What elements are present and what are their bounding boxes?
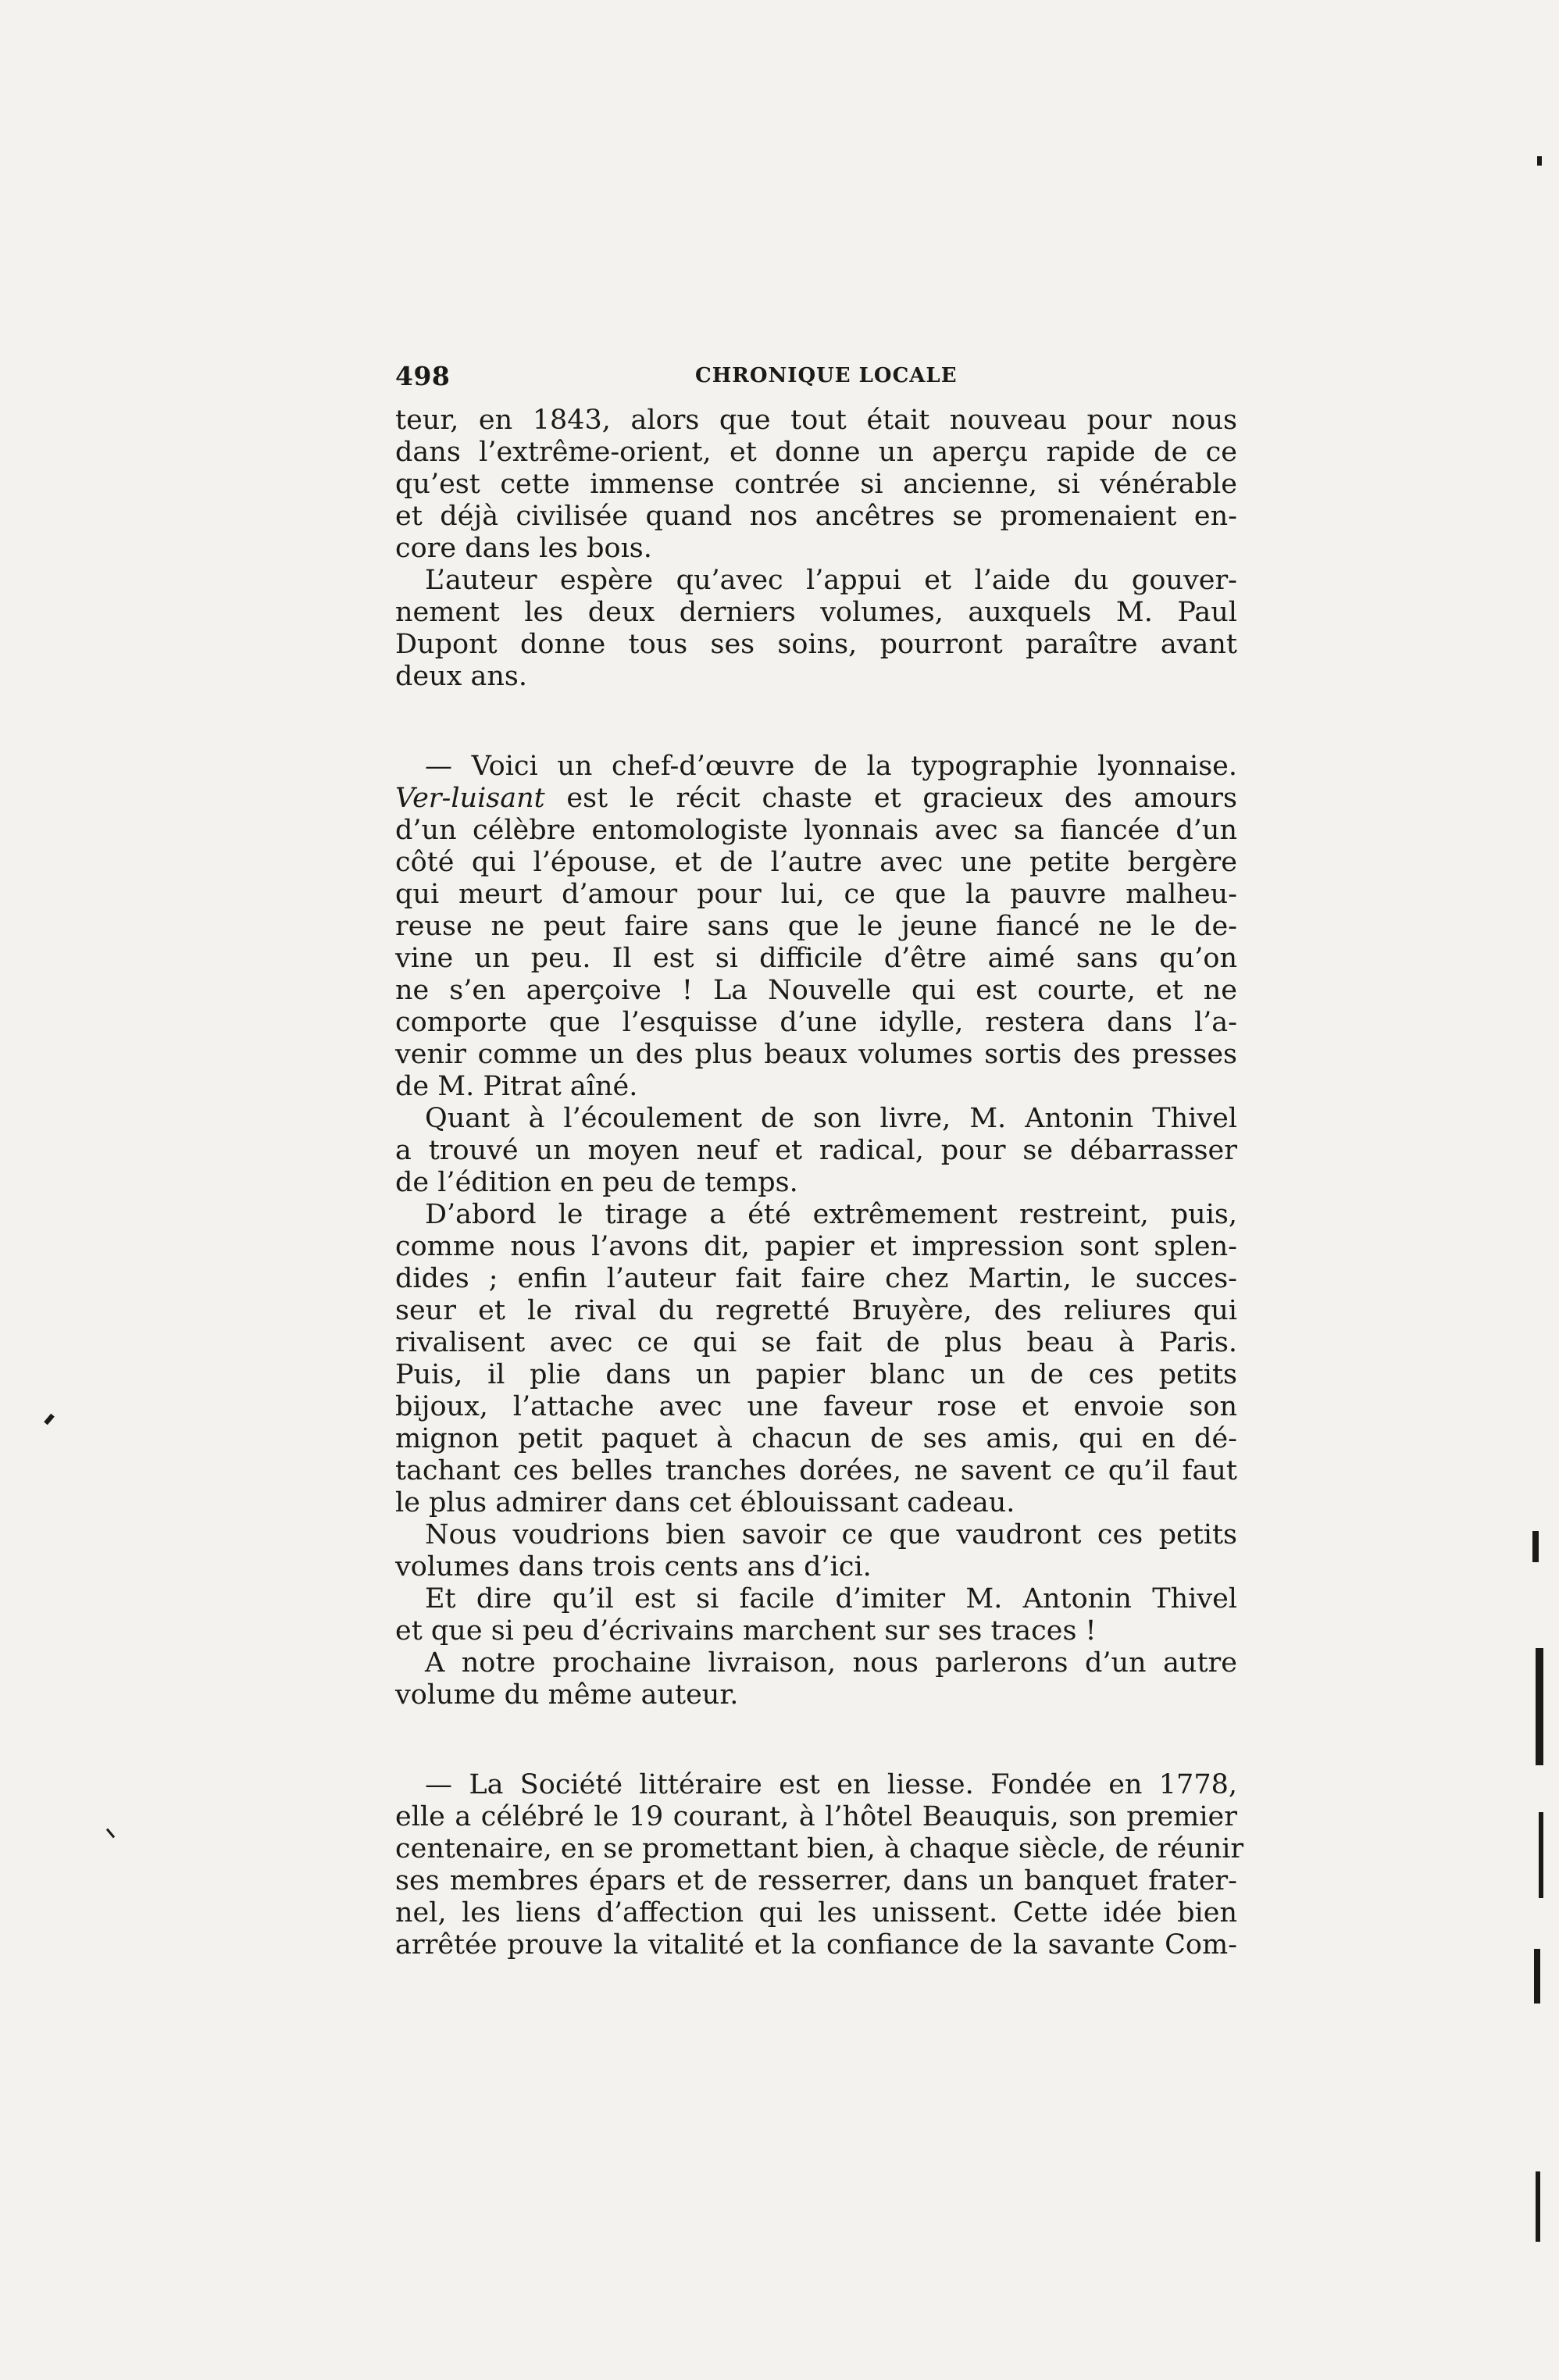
text-line: — Voici un chef-d’œuvre de la typographie lyonnaise. [425,751,1237,782]
text-line: dans l’extrême-orient, et donne un aperçu rapide de ce [395,437,1237,468]
running-head: CHRONIQUE LOCALE [695,364,958,387]
text-line: le plus admirer dans cet éblouissant cadeau. [395,1487,1015,1518]
text-line: elle a célébré le 19 courant, à l’hôtel Beauquis, son premier [395,1801,1237,1832]
text-line: comme nous l’avons dit, papier et impression sont splen- [395,1231,1237,1262]
text-line: a trouvé un moyen neuf et radical, pour se débarrasser [395,1135,1237,1166]
text-line: dides ; enfin l’auteur fait faire chez Martin, le succes- [395,1263,1237,1294]
text-line: reuse ne peut faire sans que le jeune fiancé ne le de- [395,911,1237,942]
text-line: mignon petit paquet à chacun de ses amis, qui en dé- [395,1423,1237,1454]
text-line: venir comme un des plus beaux volumes sortis des presses [395,1039,1237,1070]
scan-speck [1537,156,1542,166]
text-line: nement les deux derniers volumes, auxquels M. Paul [395,597,1237,628]
text-line: L’auteur espère qu’avec l’appui et l’aide du gouver- [425,565,1237,596]
text-line: D’abord le tirage a été extrêmement restreint, puis, [425,1199,1237,1230]
text-line: ne s’en aperçoive ! La Nouvelle qui est courte, et ne [395,975,1237,1006]
scan-speck [1536,1648,1543,1765]
text-line: core dans les boıs. [395,533,652,564]
body-text [395,405,1244,1961]
text-line: ses membres épars et de resserrer, dans un banquet frater- [395,1865,1237,1897]
text-line: A notre prochaine livraison, nous parlerons d’un autre [425,1647,1237,1679]
text-line: centenaire, en se promettant bien, à chaque siècle, de réunir [395,1833,1244,1864]
text-segment: est le récit chaste et gracieux des amours [544,783,1237,814]
text-line: qu’est cette immense contrée si ancienne, si vénérable [395,469,1237,500]
text-line: comporte que l’esquisse d’une idylle, restera dans l’a- [395,1007,1237,1038]
text-line: bijoux, l’attache avec une faveur rose et envoie son [395,1391,1237,1422]
text-line: Quant à l’écoulement de son livre, M. Antonin Thivel [425,1103,1237,1134]
scan-speck [1532,1531,1539,1562]
scan-speck [1536,2171,1540,2242]
text-line: volume du même auteur. [395,1679,739,1711]
text-line: de l’édition en peu de temps. [395,1167,798,1198]
text-line: — La Société littéraire est en liesse. Fondée en 1778, [425,1769,1237,1800]
text-line: côté qui l’épouse, et de l’autre avec une petite bergère [395,847,1237,878]
text-line: volumes dans trois cents ans d’ici. [395,1551,872,1583]
text-line: et déjà civilisée quand nos ancêtres se promenaient en- [395,501,1237,532]
page-number: 498 [395,361,451,391]
scan-speck [1539,1812,1543,1898]
section-gap [395,1711,1237,1769]
book-title: Ver-luisant [395,783,545,814]
scan-speck [1534,1949,1540,2004]
text-line: Puis, il plie dans un papier blanc un de ces petits [395,1359,1237,1390]
text-line: tachant ces belles tranches dorées, ne savent ce qu’il faut [395,1455,1237,1486]
text-line: et que si peu d’écrivains marchent sur ses traces ! [395,1615,1097,1647]
text-line: Et dire qu’il est si facile d’imiter M. Antonin Thivel [425,1583,1237,1615]
text-line: seur et le rival du regretté Bruyère, des reliures qui [395,1295,1237,1326]
text-line: d’un célèbre entomologiste lyonnais avec sa fiancée d’un [395,815,1237,846]
scan-speck [44,1414,55,1426]
text-line: teur, en 1843, alors que tout était nouveau pour nous [395,405,1237,436]
scan-speck [106,1829,115,1839]
text-line: de M. Pitrat aîné. [395,1071,638,1102]
page-header [395,361,1236,395]
section-gap [395,693,1237,751]
text-line: qui meurt d’amour pour lui, ce que la pauvre malheu- [395,879,1237,910]
text-line: nel, les liens d’affection qui les unissent. Cette idée bien [395,1897,1237,1929]
text-line: vine un peu. Il est si difficile d’être aimé sans qu’on [395,943,1237,974]
text-line: Dupont donne tous ses soins, pourront paraître avant [395,629,1237,660]
text-line: Nous voudrions bien savoir ce que vaudront ces petits [425,1519,1237,1550]
text-line: deux ans. [395,661,528,692]
text-line-with-italic-title [395,783,1237,815]
text-line: rivalisent avec ce qui se fait de plus beau à Paris. [395,1327,1237,1358]
text-line: arrêtée prouve la vitalité et la confiance de la savante Com- [395,1929,1237,1961]
